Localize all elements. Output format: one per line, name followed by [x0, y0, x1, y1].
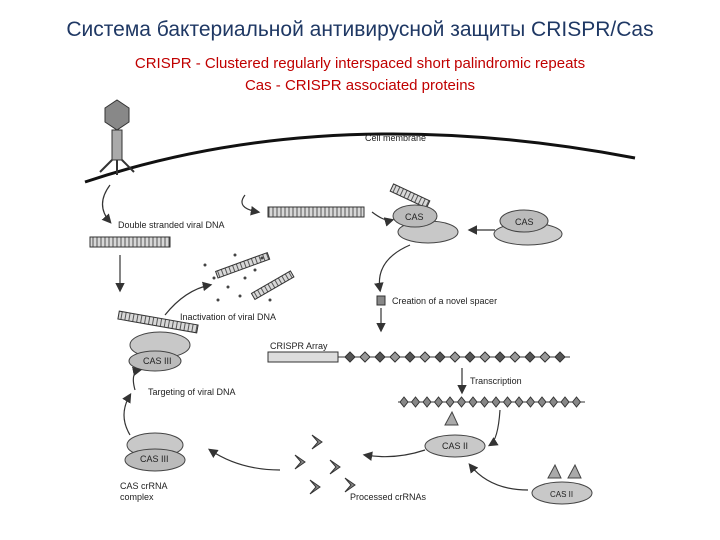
bacteriophage-icon: [100, 100, 134, 175]
pre-crrna-unit: [504, 397, 512, 407]
crispr-repeat-unit: [420, 352, 430, 362]
crispr-repeat-unit: [525, 352, 535, 362]
crispr-repeat-unit: [345, 352, 355, 362]
pre-crrna-unit: [538, 397, 546, 407]
arrow-injection: [103, 185, 111, 222]
viral-dna-diagonal: [390, 184, 430, 208]
pre-crrna-unit: [435, 397, 443, 407]
crispr-repeat-unit: [540, 352, 550, 362]
pre-crrna-unit: [400, 397, 408, 407]
crispr-repeat-unit: [450, 352, 460, 362]
cell-membrane-label: Cell membrane: [365, 133, 427, 143]
pre-crrna-unit: [423, 397, 431, 407]
novel-spacer-icon: [377, 296, 385, 305]
cas-crrna-label-1: CAS crRNA: [120, 481, 168, 491]
crispr-repeat-unit: [405, 352, 415, 362]
inactivation-label: Inactivation of viral DNA: [180, 312, 277, 322]
crispr-repeat-unit: [375, 352, 385, 362]
arrow-to-dna: [242, 195, 258, 212]
cas3-top-label: CAS III: [143, 356, 172, 366]
page-title: Система бактериальной антивирусной защиты CRISPR/Cas: [66, 18, 654, 41]
pre-crrna-unit: [481, 397, 489, 407]
crispr-repeat-unit: [465, 352, 475, 362]
arrow-up-to-targeting: [124, 395, 130, 435]
crispr-array-label: CRISPR Array: [270, 341, 328, 351]
arrow-to-spacer: [379, 245, 410, 290]
pre-crrna-unit: [446, 397, 454, 407]
crispr-repeat-unit: [360, 352, 370, 362]
arrow-to-cas3-complex: [210, 450, 280, 470]
subtitle-crispr-definition: CRISPR - Clustered regularly interspaced short palindromic repeats: [134, 55, 586, 72]
cell-membrane-line: [85, 134, 635, 182]
arrow-cas2-join: [470, 465, 528, 490]
crispr-repeat-unit: [495, 352, 505, 362]
double-stranded-dna-label: Double stranded viral DNA: [118, 220, 225, 230]
pre-crrna-unit: [515, 397, 523, 407]
cas3-bottom-label: CAS III: [140, 454, 169, 464]
subtitle-cas-definition: Cas - CRISPR associated proteins: [244, 77, 476, 94]
arrow-to-inactivation: [165, 285, 210, 315]
arrow-to-processing: [365, 450, 425, 457]
cas2-bottom-label: CAS II: [550, 490, 574, 499]
crispr-repeat-unit: [390, 352, 400, 362]
crispr-repeat-unit: [480, 352, 490, 362]
transcription-label: Transcription: [470, 376, 522, 386]
viral-dna-left: [90, 237, 170, 247]
processed-crrnas-label: Processed crRNAs: [350, 492, 427, 502]
arrow-to-cas: [372, 212, 392, 220]
processed-crrnas-icons: [295, 435, 355, 494]
pre-crrna-unit: [469, 397, 477, 407]
pre-crrna-unit: [492, 397, 500, 407]
crispr-repeat-unit: [555, 352, 565, 362]
cas-complex-top: [393, 205, 458, 243]
pre-crrna-unit: [527, 397, 535, 407]
viral-dna-top: [268, 207, 364, 217]
crispr-repeat-unit: [435, 352, 445, 362]
degraded-dna-fragments: [204, 253, 294, 302]
cas-crrna-label-2: complex: [120, 492, 154, 502]
cas-right-label: CAS: [515, 217, 534, 227]
pre-crrna-unit: [550, 397, 558, 407]
pre-crrna-unit: [561, 397, 569, 407]
crispr-repeat-unit: [510, 352, 520, 362]
cas-top-label: CAS: [405, 212, 424, 222]
creation-of-spacer-label: Creation of a novel spacer: [392, 296, 498, 306]
cas2-mid-label: CAS II: [442, 441, 469, 451]
crispr-leader: [268, 352, 338, 362]
pre-crrna-unit: [412, 397, 420, 407]
arrow-targeting: [133, 370, 140, 390]
pre-crrna-unit: [573, 397, 581, 407]
cas3-complex-bottom: [125, 433, 185, 471]
cas-complex-right: [494, 210, 562, 245]
arrow-to-cas2: [490, 410, 500, 445]
targeting-label: Targeting of viral DNA: [148, 387, 236, 397]
crispr-array-repeats: [345, 352, 565, 362]
pre-crrna-unit: [458, 397, 466, 407]
